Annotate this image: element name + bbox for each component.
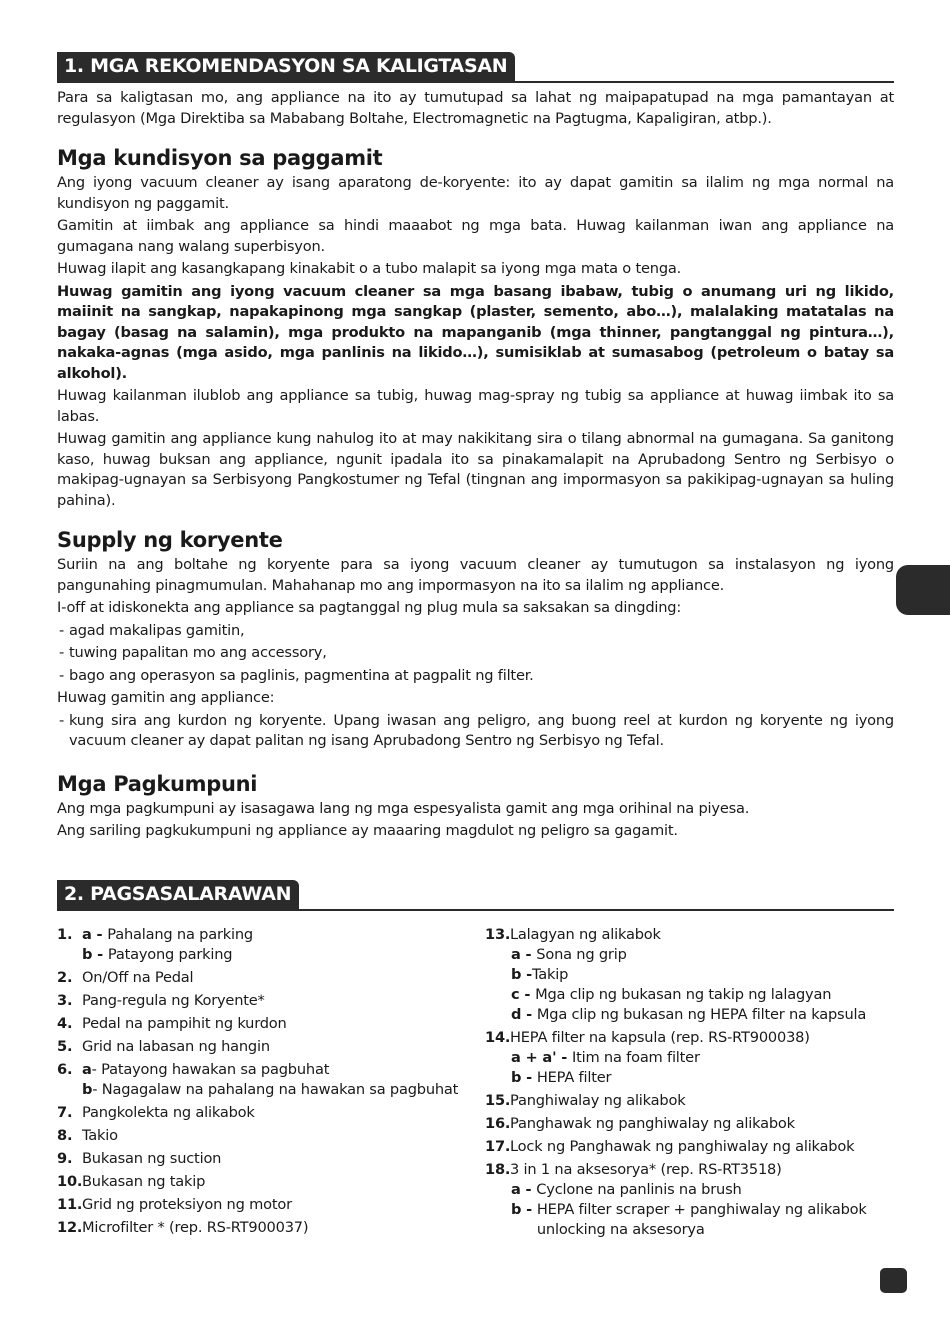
list-item [485,1160,894,1240]
sub-item-label: - Nagagalaw na pahalang na hawakan sa pagbuhat [92,1080,459,1098]
list-item [57,1103,485,1123]
sub-item [82,925,485,945]
list-item [485,1091,894,1111]
sub-item-key: c - [511,985,536,1003]
item-label: On/Off na Pedal [82,968,194,986]
list-item: - agad makalipas gamitin, [59,621,245,639]
item-label: Grid na labasan ng hangin [82,1037,270,1055]
sub-item-key: b - [511,1068,537,1086]
item-label: Lalagyan ng alikabok [510,925,661,943]
item-label: Takio [82,1126,118,1144]
item-number: 8. [57,1126,73,1144]
item-number: 13. [485,925,511,943]
item-number: 12. [57,1218,83,1236]
item-number: 4. [57,1014,73,1032]
sub-item-key: a - [82,925,108,943]
sub-item-key: a + a' - [511,1048,572,1066]
item-label: Microfilter * (rep. RS-RT900037) [82,1218,309,1236]
sub-item-label: Sona ng grip [536,945,627,963]
item-label: Lock ng Panghawak ng panghiwalay ng alikabok [510,1137,855,1155]
conditions-p3: Huwag ilapit ang kasangkapang kinakabit o a tubo malapit sa iyong mga mata o tenga. [57,260,682,277]
item-number: 9. [57,1149,73,1167]
list-item: - bago ang operasyon sa paglinis, pagmentina at pagpalit ng filter. [59,666,534,684]
conditions-p5: Huwag kailanman ilublob ang appliance sa tubig, huwag mag-spray ng tubig sa appliance at huwag iimbak ito sa labas. [57,387,894,425]
sub-item [510,1048,894,1068]
list-item [57,1218,485,1238]
item-number: 15. [485,1091,511,1109]
list-item [57,925,485,965]
conditions-warning: Huwag gamitin ang iyong vacuum cleaner sa mga basang ibabaw, tubig o anumang uri ng likido, maiinit na sangkap, napakapinong mga sangkap (plaster, semento, abo…), malalaking matatalas na bagay (basag na salamin), mga produkto na mapanganib (mga thinner, pangtanggal ng pintura…), nakaka-agnas (mga asido, mga panlinis na likido…), sumisiklab at sumasabog (petroleum o batay sa alkohol). [57,282,894,382]
item-number: 10. [57,1172,83,1190]
list-item: - kung sira ang kurdon ng koryente. Upang iwasan ang peligro, ang buong reel at kurdon ng koryente ng iyong vacuum cleaner ay dapat palitan ng isang Aprubadong Sentro ng Serbisyo ng Tefal. [59,711,894,749]
page-content [57,52,894,1243]
sub-item-label: Takip [531,965,569,983]
list-item [485,1137,894,1157]
list-item [57,1172,485,1192]
repairs-heading: Mga Pagkumpuni [57,771,258,796]
list-item [485,1028,894,1088]
sub-item [510,945,894,965]
description-columns [57,925,894,1243]
item-number: 2. [57,968,73,986]
list-item [57,1014,485,1034]
conditions-p2: Gamitin at iimbak ang appliance sa hindi maaabot ng mga bata. Huwag kailanman iwan ang appliance na gumagana nang walang superbisyon. [57,217,894,255]
item-label: HEPA filter na kapsula (rep. RS-RT900038) [510,1028,810,1046]
conditions-p1: Ang iyong vacuum cleaner ay isang aparatong de-koryente: ito ay dapat gamitin sa ilalim ng mga normal na kundisyon ng paggamit. [57,174,894,212]
chapter-tab-marker [896,565,950,615]
list-item [57,1149,485,1169]
sub-item-key: a - [511,1180,537,1198]
sub-item [510,1180,894,1200]
supply-p2: I-off at idiskonekta ang appliance sa pagtanggal ng plug mula sa saksakan sa dingding: [57,599,682,616]
item-number: 18. [485,1160,511,1178]
sub-item-label: Itim na foam filter [571,1048,700,1066]
list-item [57,1060,485,1100]
sub-item [510,1200,894,1240]
repairs-p1: Ang mga pagkumpuni ay isasagawa lang ng mga espesyalista gamit ang mga orihinal na piyesa. [57,799,750,817]
sub-item [82,1080,485,1100]
item-number: 3. [57,991,73,1009]
sub-item-label: - Patayong hawakan sa pagbuhat [91,1060,330,1078]
item-label: Pangkolekta ng alikabok [82,1103,255,1121]
conditions-p6: Huwag gamitin ang appliance kung nahulog ito at may nakikitang sira o tilang abnormal na gumagana. Sa ganitong kaso, huwag buksan ang appliance, ngunit ipadala ito sa pinakamalapit na Aprubadong Sentro ng Serbisyo o makipag-ugnayan sa Serbisyong Pangkostumer ng Tefal (tingnan ang impormasyon sa pakikipag-ugnayan sa huling pahina). [57,430,894,509]
safety-intro: Para sa kaligtasan mo, ang appliance na ito ay tumutupad sa lahat ng maipapatupad na mga pamantayan at regulasyon (Mga Direktiba sa Mababang Boltahe, Electromagnetic na Pagtugma, Kapaligiran, atbp.). [57,89,894,127]
sub-item-label: Mga clip ng bukasan ng takip ng lalagyan [535,985,832,1003]
section-2-title: 2. PAGSASALARAWAN [57,880,299,909]
supply-p1: Suriin na ang boltahe ng koryente para sa iyong vacuum cleaner ay tumutugon sa instalasyon ng iyong pangunahing pinagmumulan. Mahahanap mo ang impormasyon na ito sa ilalim ng appliance. [57,556,894,594]
sub-item-label: HEPA filter scraper + panghiwalay ng alikabok unlocking na aksesorya [536,1200,867,1238]
item-number: 1. [57,925,73,943]
item-label: Grid ng proteksiyon ng motor [82,1195,292,1213]
list-item: - tuwing papalitan mo ang accessory, [59,644,327,661]
sub-item-key: b [82,1080,93,1098]
sub-item-label: Cyclone na panlinis na brush [536,1180,742,1198]
supply-heading: Supply ng koryente [57,528,283,552]
conditions-heading: Mga kundisyon sa paggamit [57,146,383,170]
sub-item-label: Pahalang na parking [107,925,253,943]
section-1-title: 1. MGA REKOMENDASYON SA KALIGTASAN [57,52,515,81]
item-number: 14. [485,1028,511,1046]
sub-item-key: a [82,1060,92,1078]
sub-item-key: b - [82,945,108,963]
description-left-column [57,925,485,1243]
sub-item [510,1068,894,1088]
list-item [485,925,894,1025]
sub-item [82,1060,485,1080]
item-label: Panghiwalay ng alikabok [510,1091,686,1109]
sub-item-key: b - [511,1200,537,1218]
list-item [57,1126,485,1146]
supply-p3: Huwag gamitin ang appliance: [57,689,275,706]
description-right-column [485,925,894,1243]
item-label: Panghawak ng panghiwalay ng alikabok [510,1114,795,1132]
sub-item [82,945,485,965]
repairs-p2: Ang sariling pagkukumpuni ng appliance ay maaaring magdulot ng peligro sa gagamit. [57,822,678,839]
sub-item-label: HEPA filter [536,1068,612,1086]
sub-item-key: b - [511,965,532,983]
sub-item [510,985,894,1005]
sub-item [510,965,894,985]
item-number: 17. [485,1137,511,1155]
item-label: Bukasan ng suction [82,1149,222,1167]
list-item [57,991,485,1011]
section-1-header [57,52,894,83]
sub-item-key: d - [511,1005,537,1023]
item-number: 11. [57,1195,83,1213]
list-item [485,1114,894,1134]
section-2-header [57,880,894,911]
item-label: 3 in 1 na aksesorya* (rep. RS-RT3518) [510,1160,782,1178]
sub-item [510,1005,894,1025]
page-number-marker [880,1268,907,1293]
item-number: 7. [57,1103,73,1121]
item-label: Pedal na pampihit ng kurdon [82,1014,287,1032]
item-number: 5. [57,1037,73,1055]
item-number: 16. [485,1114,511,1132]
item-label: Bukasan ng takip [82,1172,206,1190]
sub-item-key: a - [511,945,537,963]
list-item [57,1037,485,1057]
item-label: Pang-regula ng Koryente* [82,991,265,1009]
list-item [57,968,485,988]
list-item [57,1195,485,1215]
sub-item-label: Mga clip ng bukasan ng HEPA filter na kapsula [536,1005,867,1023]
item-number: 6. [57,1060,73,1078]
sub-item-label: Patayong parking [107,945,233,963]
